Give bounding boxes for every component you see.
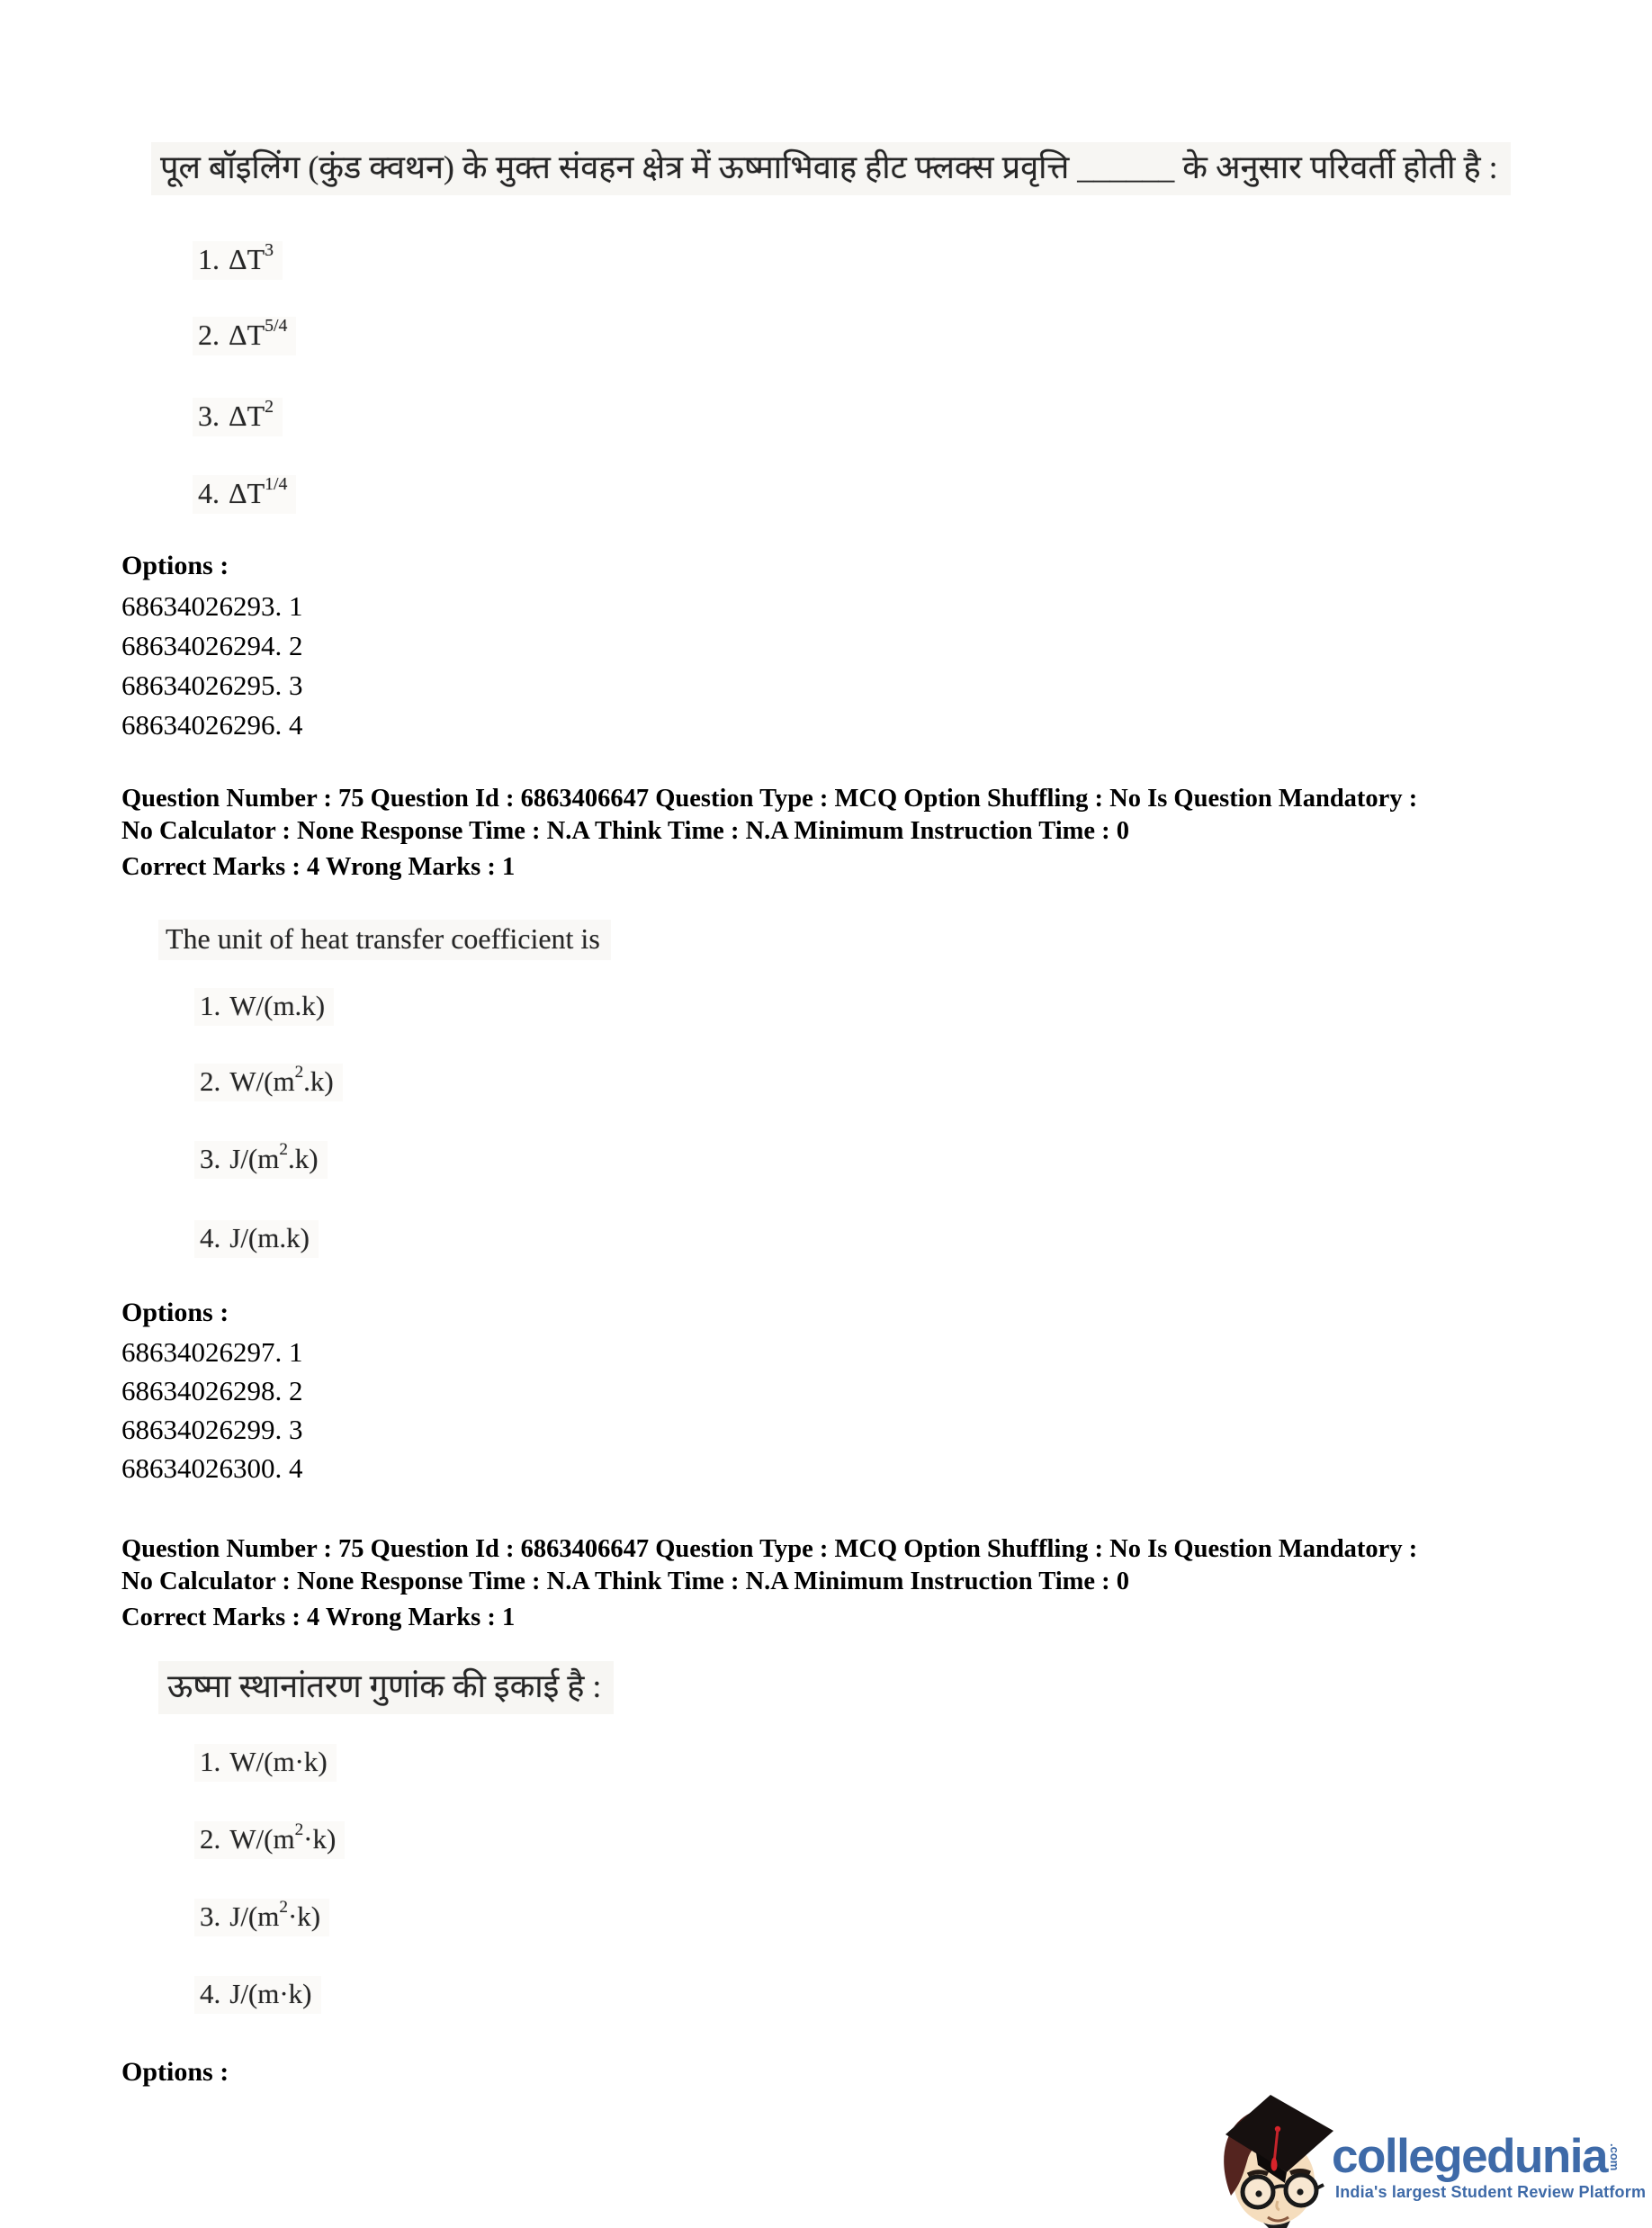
choice-superscript: 2 <box>294 1820 304 1840</box>
options-heading: Options : <box>121 2057 229 2087</box>
choice-number: 3. <box>198 400 220 432</box>
choice-number: 1. <box>200 1746 221 1777</box>
choice-number: 3. <box>200 1143 221 1174</box>
metadata-line-1: Question Number : 75 Question Id : 6863406647 Question Type : MCQ Option Shuffling : No Is Question Mandatory : <box>121 785 1418 813</box>
choice-superscript: 2 <box>279 1140 288 1160</box>
choice-superscript: 2 <box>279 1898 288 1918</box>
metadata-marks-line: Correct Marks : 4 Wrong Marks : 1 <box>121 853 516 881</box>
option-id: 68634026297. 1 <box>121 1336 303 1368</box>
choice-number: 4. <box>200 1978 221 2009</box>
collegedunia-mascot-icon <box>1218 2095 1335 2228</box>
metadata-line-2: No Calculator : None Response Time : N.A Think Time : N.A Minimum Instruction Time : 0 <box>121 1568 1130 1595</box>
option-id: 68634026298. 2 <box>121 1375 303 1406</box>
choice-row <box>194 1141 328 1179</box>
choice-number: 2. <box>200 1823 221 1855</box>
question-metadata-block <box>121 1533 1561 1634</box>
choice-row <box>193 398 283 436</box>
choice-text: W/(m <box>229 1823 295 1855</box>
choice-text: J/(m·k) <box>229 1978 312 2009</box>
choice-row <box>194 988 334 1026</box>
choice-superscript: 3 <box>265 239 274 260</box>
choice-number: 3. <box>200 1900 221 1932</box>
choice-text-post: .k) <box>287 1143 319 1174</box>
choice-superscript: 1/4 <box>265 473 288 494</box>
choice-superscript: 5/4 <box>265 315 288 336</box>
choice-row <box>194 1220 319 1258</box>
collegedunia-brand-text: collegedunia <box>1332 2130 1607 2183</box>
choice-number: 1. <box>200 990 221 1021</box>
collegedunia-logo <box>1215 2084 1650 2228</box>
choice-text: J/(m <box>229 1900 280 1932</box>
choice-number: 4. <box>200 1222 221 1253</box>
option-id: 68634026299. 3 <box>121 1414 303 1445</box>
choice-text: W/(m.k) <box>229 990 326 1021</box>
option-id-list <box>121 587 303 745</box>
choice-text: ΔT <box>229 477 265 509</box>
question-metadata-block <box>121 783 1561 884</box>
option-id: 68634026296. 4 <box>121 709 303 741</box>
question-text-hindi-pool-boiling: पूल बॉइलिंग (कुंड क्वथन) के मुक्त संवहन क्षेत्र में ऊष्माभिवाह हीट फ्लक्स प्रवृत्ति ______ के अनुसार परिवर्ती होती है : <box>151 142 1511 195</box>
option-id: 68634026293. 1 <box>121 590 303 622</box>
choice-text: W/(m <box>229 1065 295 1097</box>
choice-row <box>193 317 296 355</box>
choice-row <box>194 1744 337 1782</box>
options-heading: Options : <box>121 551 229 580</box>
choice-superscript: 2 <box>294 1063 304 1083</box>
choice-text: ΔT <box>229 243 265 275</box>
choice-text-post: ·k) <box>303 1823 337 1855</box>
question-text-english-heat-transfer: The unit of heat transfer coefficient is <box>158 920 611 960</box>
choice-text: W/(m·k) <box>229 1746 328 1777</box>
options-heading: Options : <box>121 1298 229 1327</box>
option-id: 68634026295. 3 <box>121 669 303 701</box>
choice-row <box>193 475 296 514</box>
metadata-line-2: No Calculator : None Response Time : N.A Think Time : N.A Minimum Instruction Time : 0 <box>121 817 1130 845</box>
choice-row <box>193 241 283 280</box>
choice-text: J/(m <box>229 1143 280 1174</box>
collegedunia-tld-text: .com <box>1608 2143 1621 2171</box>
metadata-line-1: Question Number : 75 Question Id : 6863406647 Question Type : MCQ Option Shuffling : No Is Question Mandatory : <box>121 1535 1418 1563</box>
choice-row <box>194 1976 321 2014</box>
choice-text: ΔT <box>229 319 265 351</box>
collegedunia-tagline: India's largest Student Review Platform <box>1335 2183 1647 2201</box>
choice-row <box>194 1899 329 1936</box>
choice-row <box>194 1064 343 1101</box>
choice-number: 2. <box>198 319 220 351</box>
option-id: 68634026294. 2 <box>121 630 303 661</box>
choice-superscript: 2 <box>265 396 274 417</box>
choice-text: J/(m.k) <box>229 1222 310 1253</box>
choice-text: ΔT <box>229 400 265 432</box>
metadata-marks-line: Correct Marks : 4 Wrong Marks : 1 <box>121 1604 516 1631</box>
question-text-hindi-heat-transfer: ऊष्मा स्थानांतरण गुणांक की इकाई है : <box>158 1661 614 1714</box>
option-id-list <box>121 1333 303 1487</box>
choice-number: 1. <box>198 243 220 275</box>
choice-row <box>194 1821 345 1859</box>
option-id: 68634026300. 4 <box>121 1452 303 1484</box>
choice-number: 2. <box>200 1065 221 1097</box>
choice-text-post: .k) <box>303 1065 334 1097</box>
choice-text-post: ·k) <box>287 1900 321 1932</box>
choice-number: 4. <box>198 477 220 509</box>
